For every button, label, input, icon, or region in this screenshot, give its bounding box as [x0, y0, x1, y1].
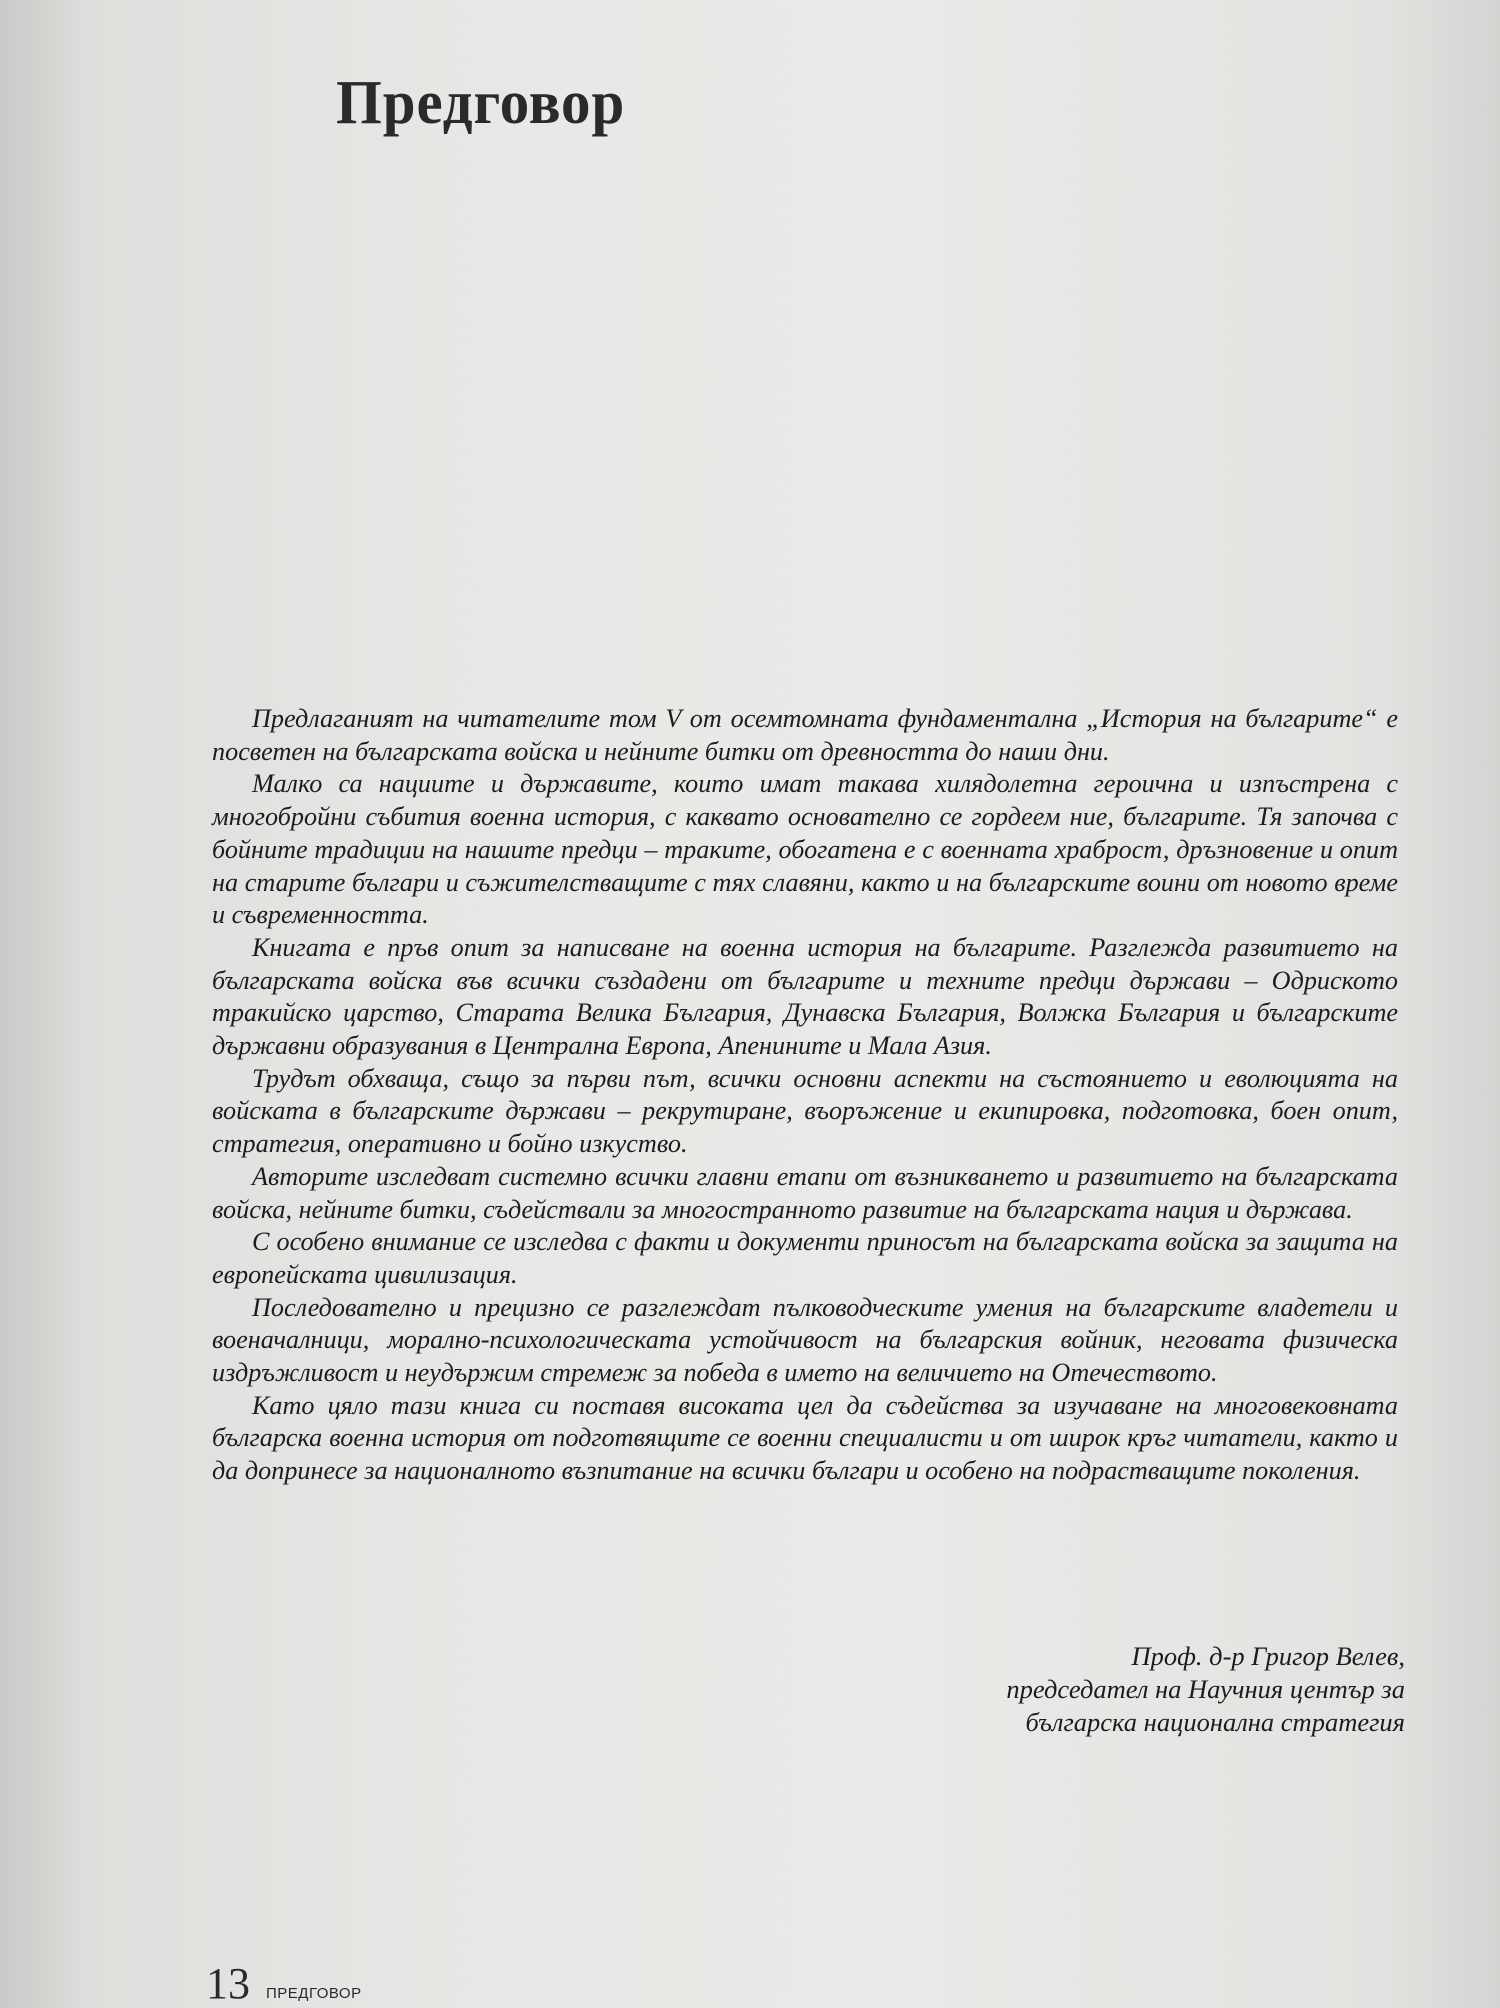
- running-head: ПРЕДГОВОР: [266, 1985, 362, 2002]
- signature-author: Проф. д-р Григор Велев,: [1131, 1641, 1405, 1671]
- paragraph-3: Книгата е пръв опит за написване на военна история на българите. Разглежда развитието на българската войска във всички създадени от българите и техните предци държави – Одриското тракийско царство, Старата Велика България, Дунавска България, Волжка България и българските държавни образувания в Централна Европа, Апенините и Мала Азия.: [212, 932, 1398, 1061]
- signature-block: [1006, 1640, 1405, 1739]
- paragraph-1: Предлаганият на читателите том V от осемтомната фундаментална „История на българите“ е посветен на българската войска и нейните битки от древността до наши дни.: [212, 704, 1398, 766]
- paragraph-4: Трудът обхваща, също за първи път, всички основни аспекти на състоянието и еволюцията на войската в българските държави – рекрутиране, въоръжение и екипировка, подготовка, боен опит, стратегия, оперативно и бойно изкуство.: [212, 1063, 1398, 1159]
- paragraph-5: Авторите изследват системно всички главни етапи от възникването и развитието на българската войска, нейните битки, съдействали за многостранното развитие на българската нация и държава.: [212, 1161, 1398, 1224]
- paragraph-6: С особено внимание се изследва с факти и документи приносът на българската войска за защита на европейската цивилизация.: [212, 1227, 1398, 1289]
- paragraph-7: Последователно и прецизно се разглеждат пълководческите умения на българските владетели и военачалници, морално-психологическата устойчивост на българския войник, неговата физическа издръжливост и неудържим стремеж за победа в името на величието на Отечеството.: [212, 1292, 1398, 1388]
- signature-organization: българска национална стратегия: [1025, 1707, 1405, 1737]
- signature-position: председател на Научния център за: [1006, 1674, 1405, 1704]
- paragraph-8: Като цяло тази книга си поставя високата цел да съдейства за изучаване на многовековната българска военна история от подготвящите се военни специалисти и от широк кръг читатели, както и да допринесе за националното възпитание на всички българи и особено на подрастващите поколения.: [212, 1390, 1398, 1486]
- page-title: Предговор: [336, 69, 626, 137]
- page-footer: [206, 1959, 362, 2008]
- paragraph-2: Малко са нациите и държавите, които имат такава хилядолетна героична и изпъстрена с многобройни събития военна история, с каквато основателно се гордеем ние, българите. Тя започва с бойните традиции на нашите предци – траките, обогатена е с военната храброст, дръзновение и опит на старите българи и съжителстващите с тях славяни, както и на българските воини от новото време и съвременността.: [212, 769, 1398, 930]
- page-number: 13: [206, 1959, 250, 2008]
- preface-body: [212, 703, 1398, 1488]
